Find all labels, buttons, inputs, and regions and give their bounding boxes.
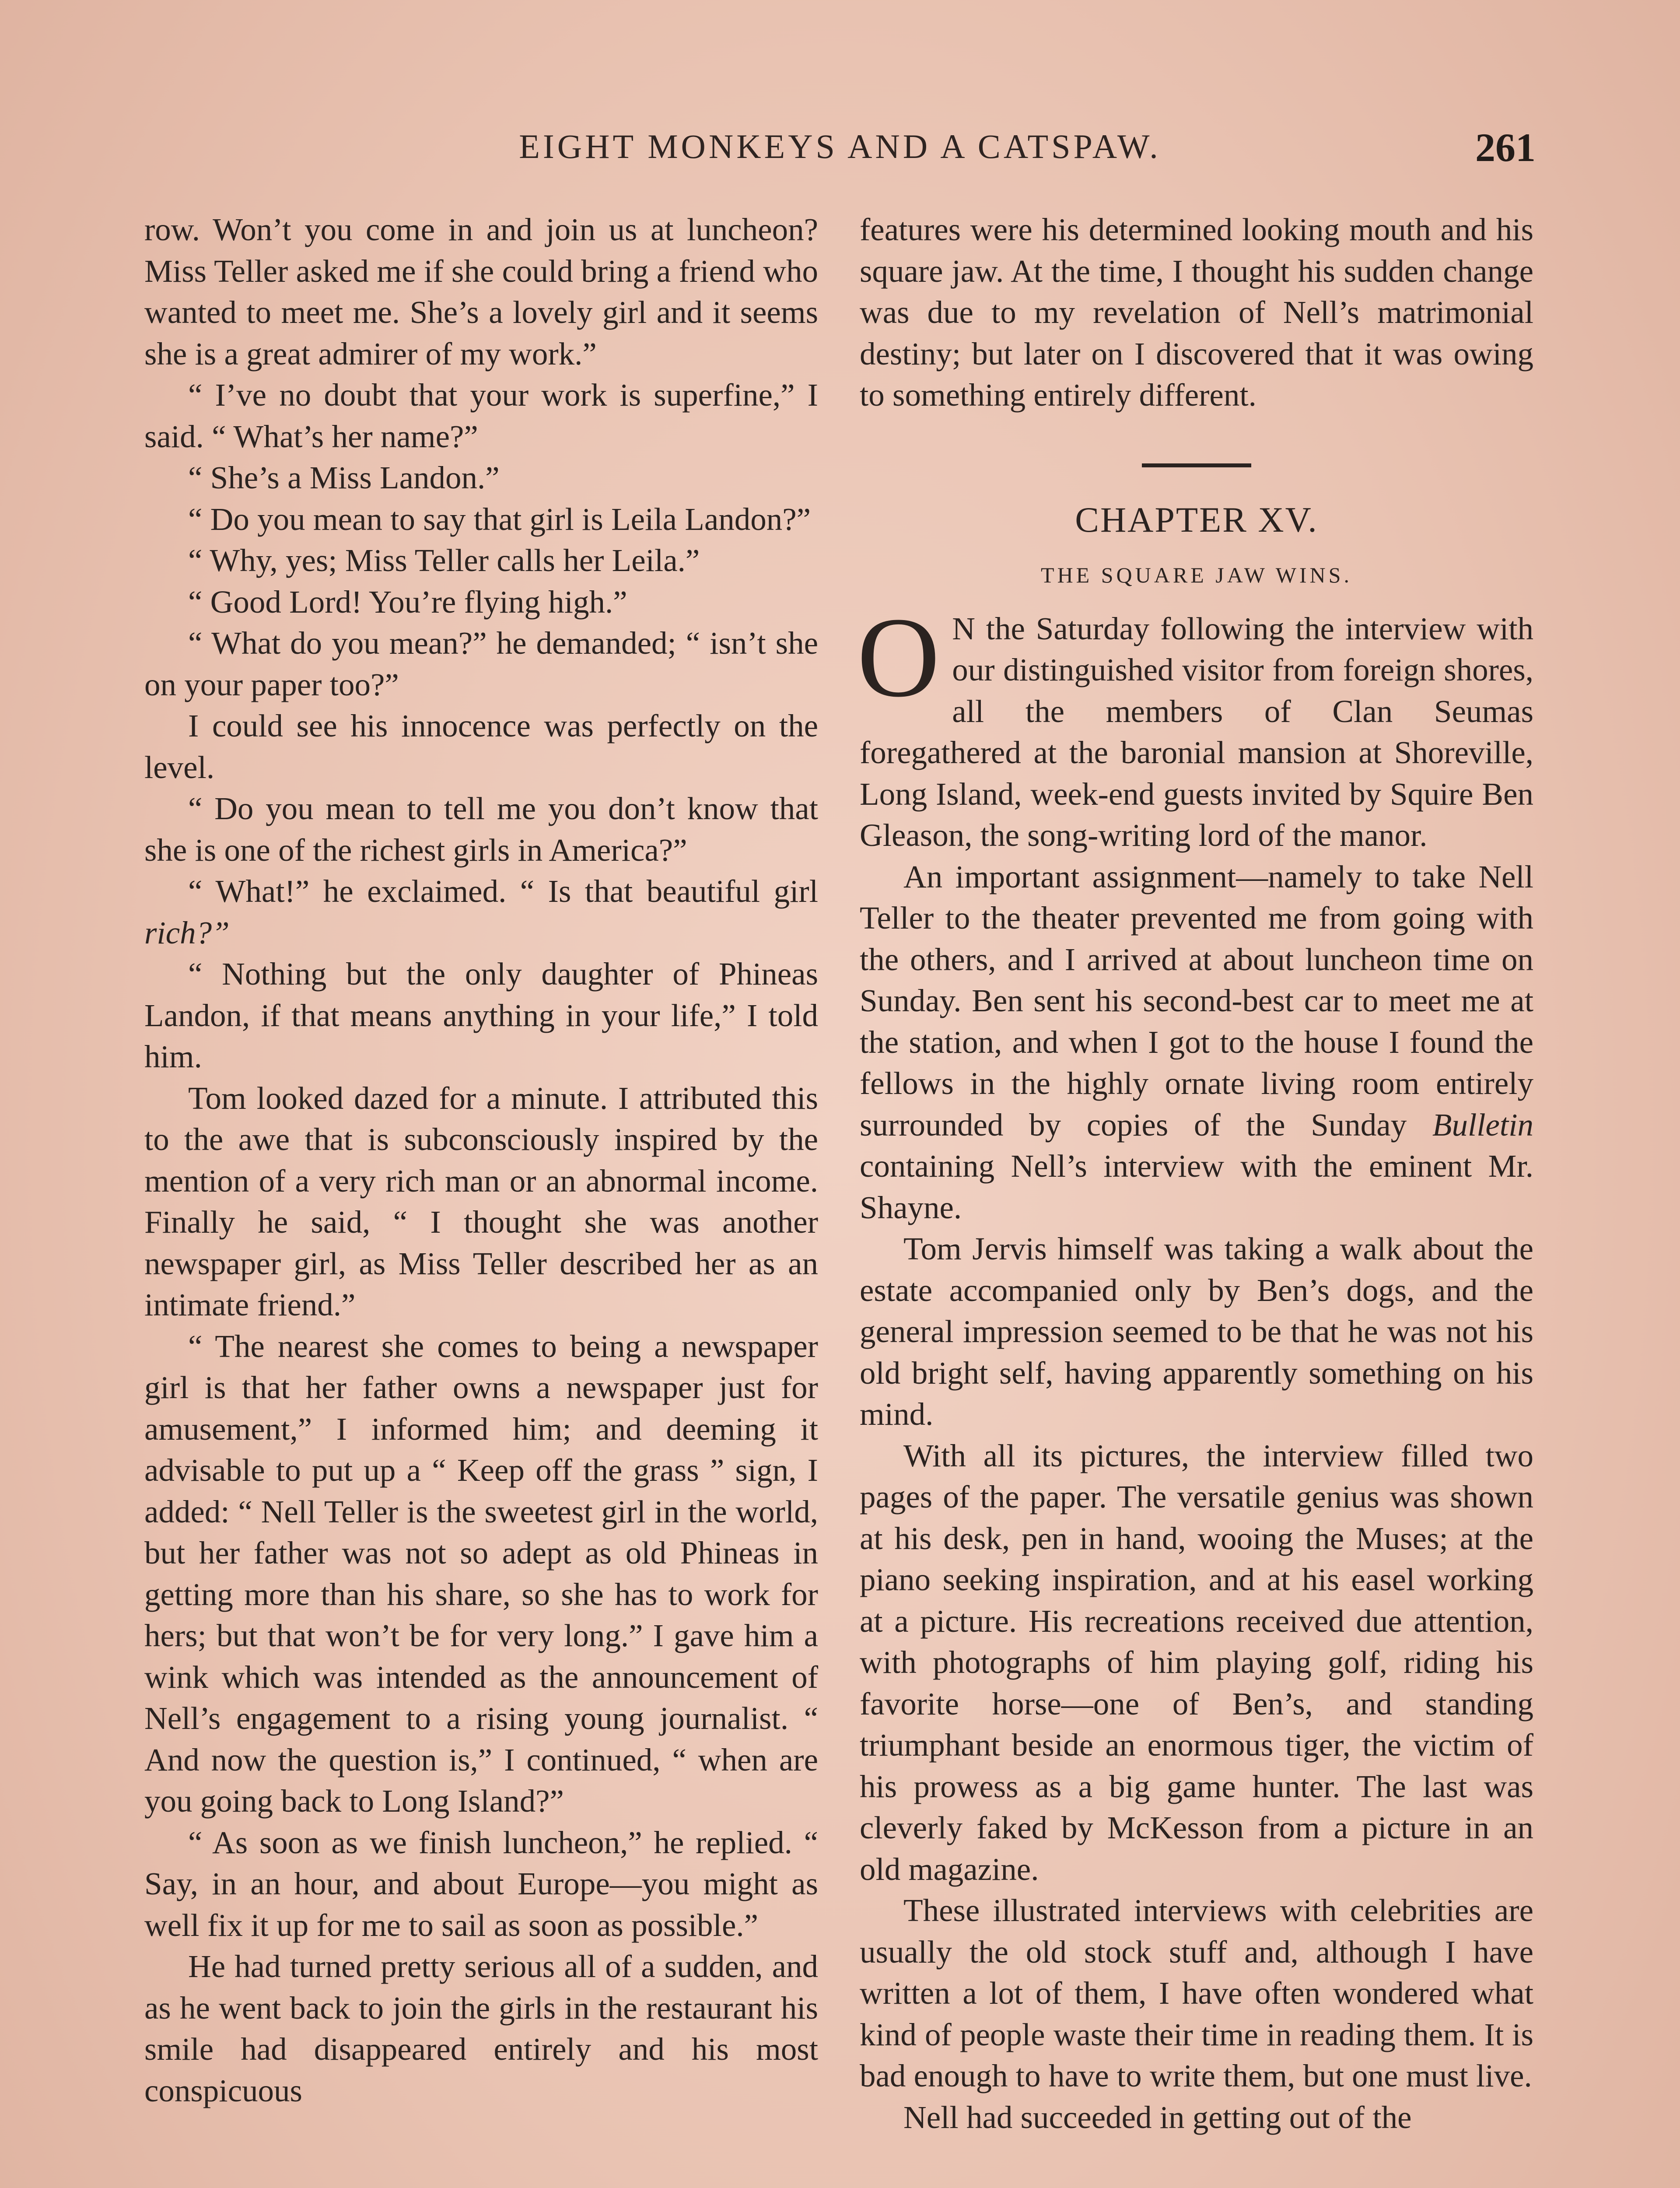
paragraph: Nell had succeeded in getting out of the	[903, 2099, 1412, 2135]
paragraph: features were his determined looking mouth and his square jaw. At the time, I thought his sudden change was due to my revelation of Nell’s matrimonial destiny; but later on I discovered that it was owing to something entirely different.	[860, 212, 1533, 413]
paragraph: “ I’ve no doubt that your work is superfine,” I said. “ What’s her name?”	[144, 377, 818, 454]
italic-text: Bulletin	[1432, 1107, 1533, 1143]
page-header	[144, 127, 1536, 179]
paragraph-text: An important assignment—namely to take Nell Teller to the theater prevented me from going with the others, and I arrived at about luncheon time on Sunday. Ben sent his second-best car to meet me at the station, and when I got to the house I found the fellows in the highly ornate living room entirely surrounded by copies of the Sunday	[860, 859, 1533, 1143]
paragraph: “ As soon as we finish luncheon,” he replied. “ Say, in an hour, and about Europe—you might as well fix it up for me to sail as soon as possible.”	[144, 1824, 818, 1943]
paragraph: “ Do you mean to say that girl is Leila Landon?”	[188, 501, 811, 537]
drop-cap: O	[857, 593, 940, 721]
paragraph: row. Won’t you come in and join us at luncheon? Miss Teller asked me if she could bring a friend who wanted to meet me. She’s a lovely girl and it seems she is a great admirer of my work.”	[144, 212, 818, 372]
page-number: 261	[1475, 125, 1536, 170]
section-divider	[1142, 463, 1251, 467]
chapter-heading: CHAPTER XV.	[1075, 499, 1318, 540]
paragraph	[144, 871, 818, 954]
right-column	[857, 209, 1533, 2138]
paragraph: “ Do you mean to tell me you don’t know that she is one of the richest girls in America?”	[144, 791, 818, 868]
paragraph-text: containing Nell’s interview with the eminent Mr. Shayne.	[860, 1148, 1533, 1225]
chapter-subtitle: THE SQUARE JAW WINS.	[1041, 562, 1352, 587]
paragraph: He had turned pretty serious all of a sudden, and as he went back to join the girls in the restaurant his smile had disappeared entirely and his most conspicuous	[144, 1949, 818, 2108]
paragraph: “ Why, yes; Miss Teller calls her Leila.”	[188, 543, 700, 578]
paragraph: “ She’s a Miss Landon.”	[188, 460, 500, 495]
left-column	[144, 209, 818, 2111]
italic-text: rich?”	[144, 915, 230, 950]
paragraph-text: “ What!” he exclaimed. “ Is that beautiful girl	[188, 873, 818, 909]
chapter-opening-paragraph	[857, 593, 1533, 856]
paragraph: With all its pictures, the interview filled two pages of the paper. The versatile genius was shown at his desk, pen in hand, wooing the Muses; at the piano seeking inspiration, and at his easel working at a picture. His recreations received due attention, with photographs of him playing golf, riding his favorite horse—one of Ben’s, and standing triumphant beside an enormous tiger, the victim of his prowess as a big game hunter. The last was cleverly faked by McKesson from a picture in an old magazine.	[860, 1438, 1533, 1887]
paragraph: I could see his innocence was perfectly on the level.	[144, 708, 818, 785]
paragraph: “ Good Lord! You’re flying high.”	[188, 584, 627, 620]
paragraph: Tom looked dazed for a minute. I attributed this to the awe that is subconsciously inspired by the mention of a very rich man or an abnormal income. Finally he said, “ I thought she was another newspaper girl, as Miss Teller described her as an intimate friend.”	[144, 1080, 818, 1322]
running-title: EIGHT MONKEYS AND A CATSPAW.	[519, 127, 1161, 165]
paragraph: Tom Jervis himself was taking a walk about the estate accompanied only by Ben’s dogs, and the general impression seemed to be that he was not his old bright self, having apparently something on his mind.	[860, 1231, 1533, 1432]
paragraph	[860, 856, 1533, 1229]
paragraph: “ The nearest she comes to being a newspaper girl is that her father owns a newspaper just for amusement,” I informed him; and deeming it advisable to put up a “ Keep off the grass ” sign, I added: “ Nell Teller is the sweetest girl in the world, but her father was not so adept as old Phineas in getting more than his share, so she has to work for hers; but that won’t be for very long.” I gave him a wink which was intended as the announcement of Nell’s engagement to a rising young journalist. “ And now the question is,” I continued, “ when are you going back to Long Island?”	[144, 1328, 818, 1819]
paragraph-text: N the Saturday following the interview with our distinguished visitor from foreign shores, all the members of Clan Seumas foregathered at the baronial mansion at Shoreville, Long Island, week-end guests invited by Squire Ben Gleason, the song-writing lord of the manor.	[860, 610, 1533, 853]
paragraph: “ Nothing but the only daughter of Phineas Landon, if that means anything in your life,” I told him.	[144, 956, 818, 1074]
paragraph: These illustrated interviews with celebrities are usually the old stock stuff and, although I have written a lot of them, I have often wondered what kind of people waste their time in reading them. It is bad enough to have to write them, but one must live.	[860, 1893, 1533, 2093]
paragraph: “ What do you mean?” he demanded; “ isn’t she on your paper too?”	[144, 625, 818, 702]
